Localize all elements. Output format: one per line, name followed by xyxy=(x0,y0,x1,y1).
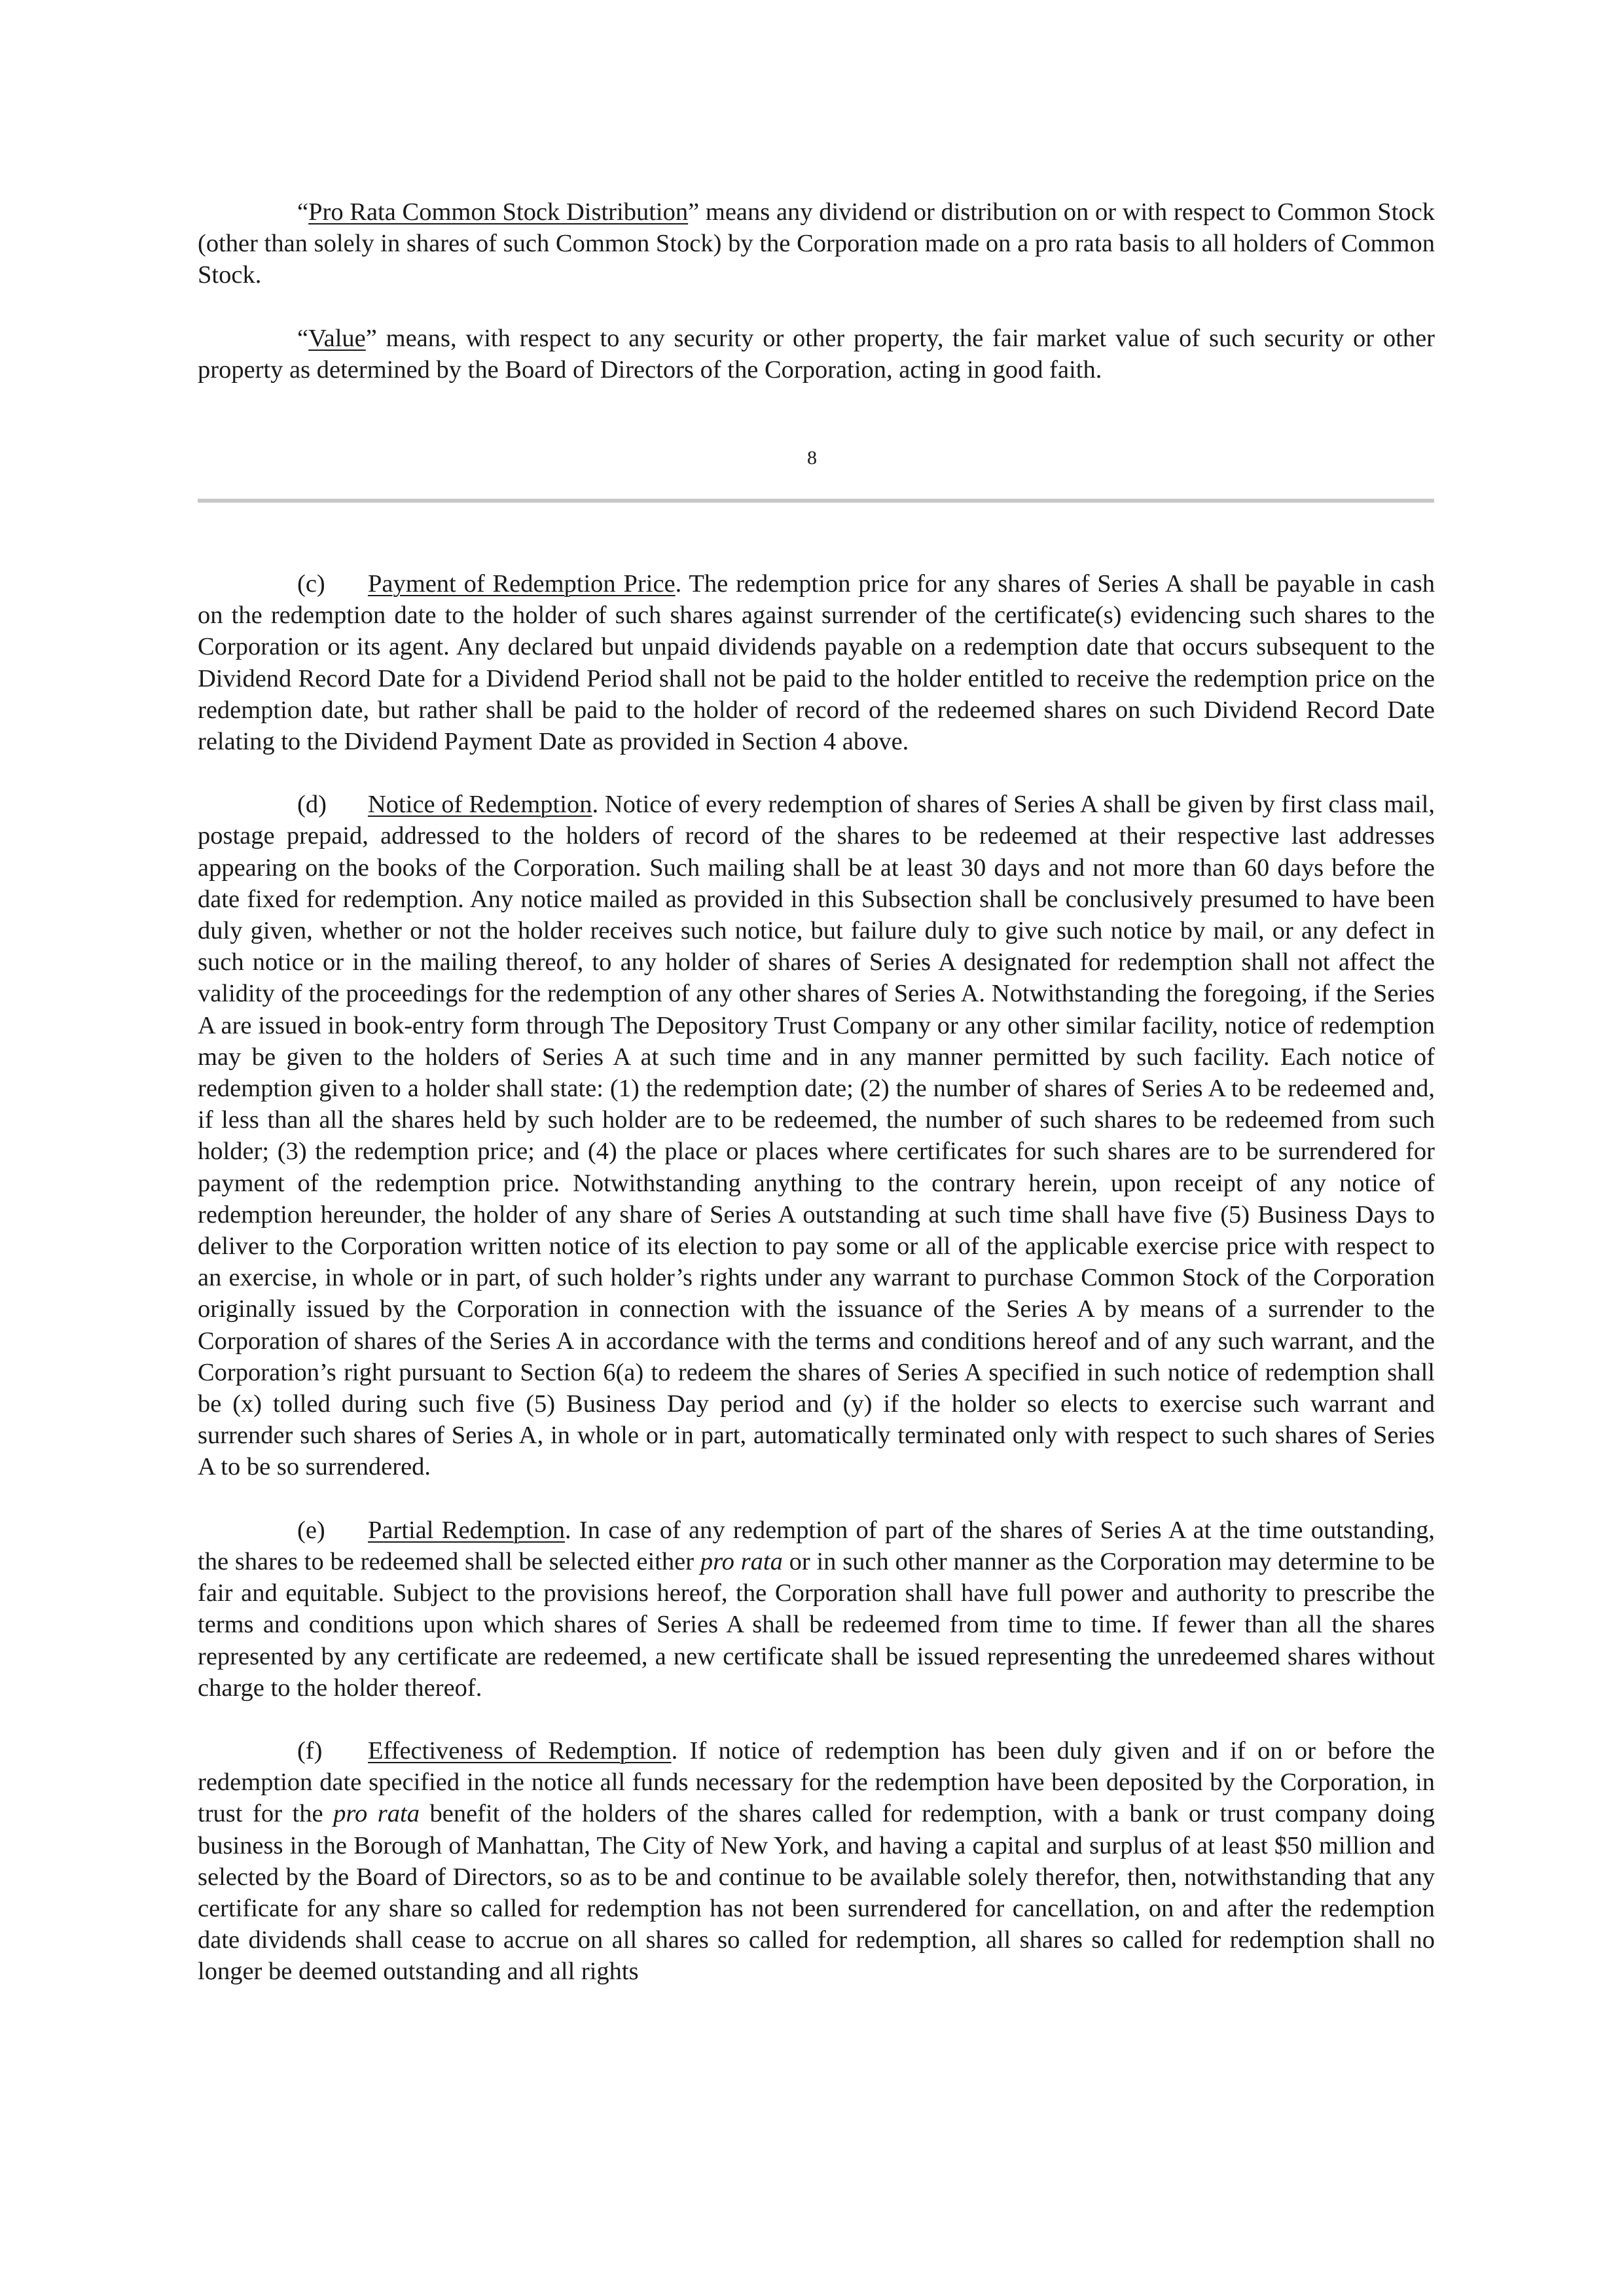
page-break-divider xyxy=(198,499,1434,503)
paragraph-label: (e) xyxy=(297,1516,325,1544)
open-quote: “ xyxy=(297,324,309,352)
paragraph-text: . The redemption price for any shares of Series A shall be payable in cash on the redemption date to the holder of such shares against surrender of the certificate(s) evidencing such shares to the Corporation or its agent. Any declared but unpaid dividends payable on a redemption date that occurs subsequent to the Dividend Record Date for a Dividend Period shall not be paid to the holder entitled to receive the redemption price on the redemption date, but rather shall be paid to the holder of record of the redeemed shares on such Dividend Record Date relating to the Dividend Payment Date as provided in Section 4 above. xyxy=(198,570,1435,756)
paragraph-heading: Partial Redemption xyxy=(368,1516,565,1544)
definition-text: ” means any dividend or distribution on or with respect to Common Stock (other than solely in shares of such Common Stock) by the Corporation made on a pro rata basis to all holders of Common Stock. xyxy=(198,198,1435,289)
definitions-section xyxy=(198,196,1435,386)
paragraph-label: (f) xyxy=(297,1736,323,1765)
definition-pro-rata-common-stock-distribution xyxy=(198,196,1435,291)
paragraph-text-continued: or in such other manner as the Corporation may determine to be fair and equitable. Subject to the provisions hereof, the Corporation shall have full power and authority to prescribe the terms and conditions upon which shares of Series A shall be redeemed from time to time. If fewer than all the shares represented by any certificate are redeemed, a new certificate shall be issued representing the unredeemed shares without charge to the holder thereof. xyxy=(198,1547,1435,1702)
paragraph-label: (d) xyxy=(297,791,327,819)
paragraph-text-continued: benefit of the holders of the shares called for redemption, with a bank or trust company doing business in the Borough of Manhattan, The City of New York, and having a capital and surplus of at least $50 million and selected by the Board of Directors, so as to be and continue to be available solely therefor, then, notwithstanding that any certificate for any share so called for redemption has not been surrendered for cancellation, on and after the redemption date dividends shall cease to accrue on all shares so called for redemption, all shares so called for redemption shall no longer be deemed outstanding and all rights xyxy=(198,1800,1435,1986)
paragraph-text: . In case of any redemption of part of the shares of Series A at the time outstanding, the shares to be redeemed shall be selected either xyxy=(198,1516,1435,1575)
paragraph-e-partial-redemption xyxy=(198,1515,1435,1704)
defined-term: Value xyxy=(308,324,366,352)
paragraph-heading: Payment of Redemption Price xyxy=(368,570,676,598)
paragraph-heading: Notice of Redemption xyxy=(368,791,592,819)
definition-value xyxy=(198,323,1435,386)
redemption-section xyxy=(198,568,1435,1988)
page-number: 8 xyxy=(807,447,817,469)
italic-term: pro rata xyxy=(333,1800,420,1828)
defined-term: Pro Rata Common Stock Distribution xyxy=(308,198,689,226)
open-quote: “ xyxy=(297,198,309,226)
paragraph-c-payment-of-redemption-price xyxy=(198,568,1435,757)
paragraph-text: . If notice of redemption has been duly given and if on or before the redemption date specified in the notice all funds necessary for the redemption have been deposited by the Corporation, in trust for the xyxy=(198,1736,1435,1828)
definition-text: ” means, with respect to any security or other property, the fair market value of such security or other property as determined by the Board of Directors of the Corporation, acting in good faith. xyxy=(198,324,1435,384)
paragraph-label: (c) xyxy=(297,570,325,598)
paragraph-heading: Effectiveness of Redemption xyxy=(368,1736,672,1765)
paragraph-text: . Notice of every redemption of shares of Series A shall be given by first class mail, postage prepaid, addressed to the holders of record of the shares to be redeemed at their respective last addresses appearing on the books of the Corporation. Such mailing shall be at least 30 days and not more than 60 days before the date fixed for redemption. Any notice mailed as provided in this Subsection shall be conclusively presumed to have been duly given, whether or not the holder receives such notice, but failure duly to give such notice by mail, or any defect in such notice or in the mailing thereof, to any holder of shares of Series A designated for redemption shall not affect the validity of the proceedings for the redemption of any other shares of Series A. Notwithstanding the foregoing, if the Series A are issued in book-entry form through The Depository Trust Company or any other similar facility, notice of redemption may be given to the holders of Series A at such time and in any manner permitted by such facility. Each notice of redemption given to a holder shall state: (1) the redemption date; (2) the number of shares of Series A to be redeemed and, if less than all the shares held by such holder are to be redeemed, the number of such shares to be redeemed from such holder; (3) the redemption price; and (4) the place or places where certificates for such shares are to be surrendered for payment of the redemption price. Notwithstanding anything to the contrary herein, upon receipt of any notice of redemption hereunder, the holder of any share of Series A outstanding at such time shall have five (5) Business Days to deliver to the Corporation written notice of its election to pay some or all of the applicable exercise price with respect to an exercise, in whole or in part, of such holder’s rights under any warrant to purchase Common Stock of the Corporation originally issued by the Corporation in connection with the issuance of the Series A by means of a surrender to the Corporation of shares of the Series A in accordance with the terms and conditions hereof and of any such warrant, and the Corporation’s right pursuant to Section 6(a) to redeem the shares of Series A specified in such notice of redemption shall be (x) tolled during such five (5) Business Day period and (y) if the holder so elects to exercise such warrant and surrender such shares of Series A, in whole or in part, automatically terminated only with respect to such shares of Series A to be so surrendered. xyxy=(198,791,1435,1481)
paragraph-d-notice-of-redemption xyxy=(198,789,1435,1482)
paragraph-f-effectiveness-of-redemption xyxy=(198,1735,1435,1988)
italic-term: pro rata xyxy=(700,1547,783,1575)
